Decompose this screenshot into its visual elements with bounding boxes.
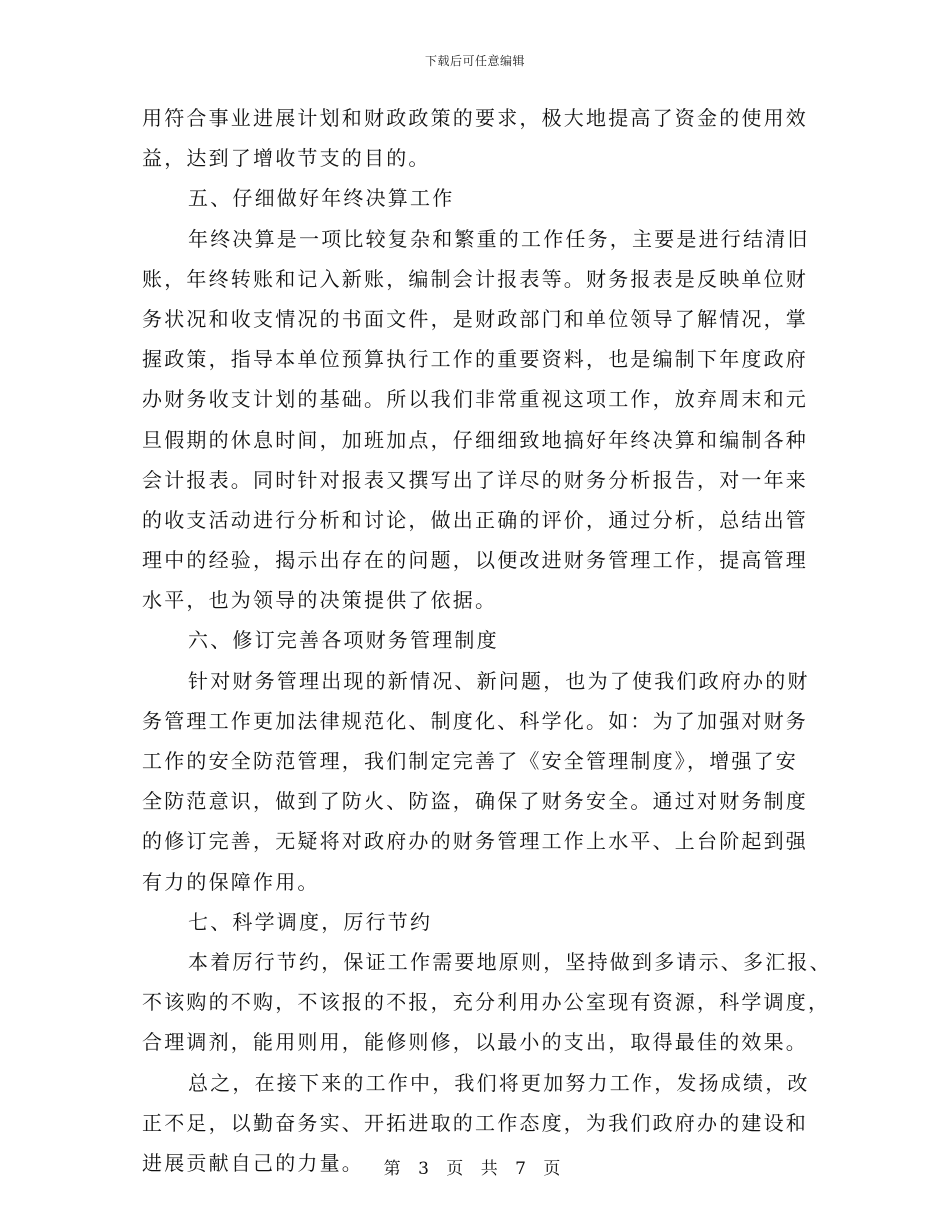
- text-line: 全防范意识，做到了防火、防盗，确保了财务安全。通过对财务制度: [142, 789, 808, 814]
- text-line: 有力的保障作用。: [142, 869, 320, 894]
- text-line: 务状况和收支情况的书面文件，是财政部门和单位领导了解情况，掌: [142, 306, 808, 331]
- text-line: 会计报表。同时针对报表又撰写出了详尽的财务分析报告，对一年来: [142, 467, 808, 492]
- text-line: 握政策，指导本单位预算执行工作的重要资料，也是编制下年度政府: [142, 347, 808, 372]
- section-heading-5: 五、仔细做好年终决算工作: [188, 186, 455, 211]
- text-line: 益，达到了增收节支的目的。: [142, 146, 431, 171]
- text-line: 水平，也为领导的决策提供了依据。: [142, 588, 498, 613]
- text-line: 不该购的不购，不该报的不报，充分利用办公室现有资源，科学调度，: [142, 990, 831, 1015]
- text-line: 的修订完善，无疑将对政府办的财务管理工作上水平、上台阶起到强: [142, 829, 808, 854]
- page-header: 下载后可任意编辑: [424, 54, 525, 68]
- text-line: 总之，在接下来的工作中，我们将更加努力工作，发扬成绩，改: [188, 1070, 810, 1095]
- text-line: 用符合事业进展计划和财政政策的要求，极大地提高了资金的使用效: [142, 106, 808, 130]
- text-line: 正不足，以勤奋务实、开拓进取的工作态度，为我们政府办的建设和: [142, 1110, 808, 1135]
- text-line: 办财务收支计划的基础。所以我们非常重视这项工作，放弃周末和元: [142, 387, 808, 412]
- document-body: [142, 98, 832, 1183]
- text-line: 务管理工作更加法律规范化、制度化、科学化。如：为了加强对财务: [142, 708, 808, 733]
- section-heading-7: 七、科学调度，厉行节约: [188, 909, 433, 934]
- text-line: 理中的经验，揭示出存在的问题，以便改进财务管理工作，提高管理: [142, 548, 808, 573]
- text-line: 的收支活动进行分析和讨论，做出正确的评价，通过分析，总结出管: [142, 507, 808, 532]
- text-line: 年终决算是一项比较复杂和繁重的工作任务，主要是进行结清旧: [188, 226, 810, 251]
- text-line: 工作的安全防范管理，我们制定完善了《安全管理制度》，增强了安: [142, 749, 798, 773]
- page-number: 第 3 页 共 7 页: [383, 1159, 567, 1179]
- section-heading-6: 六、修订完善各项财务管理制度: [188, 628, 499, 653]
- text-line: 旦假期的休息时间，加班加点，仔细细致地搞好年终决算和编制各种: [142, 427, 808, 452]
- text-line: 合理调剂，能用则用，能修则修，以最小的支出，取得最佳的效果。: [142, 1030, 808, 1055]
- text-line: 账，年终转账和记入新账，编制会计报表等。财务报表是反映单位财: [142, 266, 808, 291]
- text-line: 本着厉行节约，保证工作需要地原则，坚持做到多请示、多汇报、: [188, 949, 832, 974]
- text-line: 针对财务管理出现的新情况、新问题，也为了使我们政府办的财: [188, 668, 810, 693]
- text-line: 进展贡献自己的力量。: [142, 1150, 364, 1175]
